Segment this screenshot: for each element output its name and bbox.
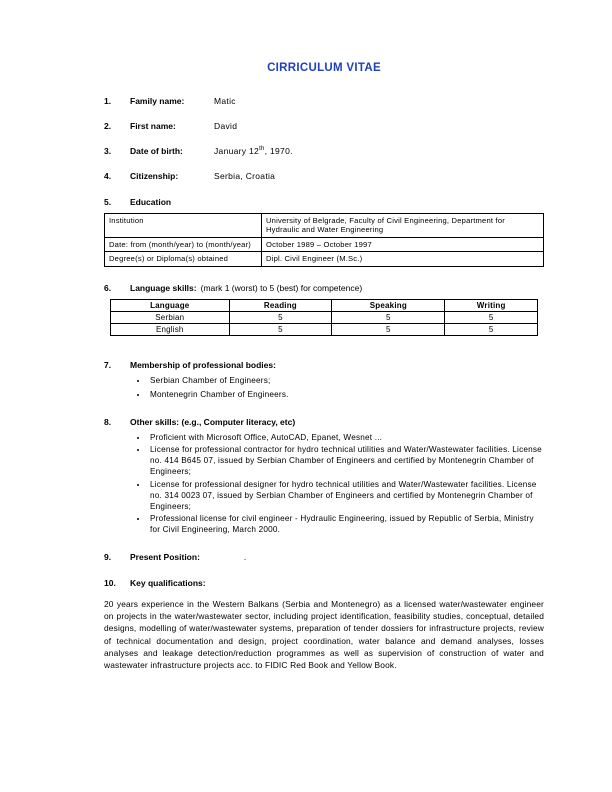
document-content <box>104 62 544 671</box>
section-present-position-heading <box>104 552 544 562</box>
field-citizenship <box>104 171 544 181</box>
field-number: 1. <box>104 96 112 106</box>
field-label: First name: <box>130 121 176 131</box>
table-row <box>111 311 538 323</box>
list-item: • License for professional contractor for hydro technical utilities and Water/Wastewater facilities. License no. 414 B645 07, issued by Serbian Chamber of Engineers and certified by Montenegrin Chamber of Engineers; <box>148 445 544 477</box>
education-row-value: October 1989 – October 1997 <box>262 237 544 251</box>
section-title: Education <box>130 197 172 207</box>
membership-list <box>104 376 544 401</box>
dob-day: January 12 <box>214 146 260 156</box>
field-label: Family name: <box>130 96 185 106</box>
education-table-wrapper <box>104 213 544 267</box>
field-first-name <box>104 121 544 131</box>
language-skills-table <box>110 299 538 336</box>
cell-speaking: 5 <box>332 311 445 323</box>
table-header-row <box>111 299 538 311</box>
list-item: • Serbian Chamber of Engineers; <box>148 376 544 387</box>
cell-reading: 5 <box>229 311 332 323</box>
table-row <box>105 237 544 251</box>
section-title: Other skills: (e.g., Computer literacy, etc) <box>130 416 296 427</box>
education-table <box>104 213 544 267</box>
section-key-qualifications-heading <box>104 578 544 588</box>
section-number: 6. <box>104 282 112 293</box>
section-number: 9. <box>104 552 112 563</box>
section-number: 10. <box>104 578 116 589</box>
section-title: Key qualifications: <box>130 578 206 589</box>
field-value: David <box>214 121 238 131</box>
table-row <box>111 323 538 335</box>
field-date-of-birth <box>104 146 544 156</box>
field-value: Serbia, Croatia <box>214 171 276 181</box>
cell-speaking: 5 <box>332 323 445 335</box>
key-qualifications-paragraph: 20 years experience in the Western Balkans (Serbia and Montenegro) as a licensed water/wastewater engineer on projects in the water/wastewater sector, including project identification, feasibility studies, conceptual, detailed designs, modelling of water/wastewater systems, preparation of tender dossiers for infrastructure projects, review of technical documentation and design, project coordination, water balance and demand analyses, losses analyses and leakage detection/reduction programmes as well as supervision of construction of water and wastewater infrastructure projects acc. to FIDIC Red Book and Yellow Book. <box>104 599 544 670</box>
section-other-skills-heading <box>104 417 544 427</box>
field-label: Date of birth: <box>130 146 183 156</box>
field-number: 4. <box>104 171 112 181</box>
table-row <box>105 252 544 266</box>
cell-language: Serbian <box>111 311 230 323</box>
education-row-label: Institution <box>105 214 262 238</box>
table-row <box>105 214 544 238</box>
section-note: (mark 1 (worst) to 5 (best) for competence) <box>200 282 363 293</box>
list-item: • License for professional designer for hydro technical utilities and Water/Wastewater facilities. License no. 314 0023 07, issued by Serbian Chamber of Engineers and certified by Montenegrin Chamber of Engineers; <box>148 480 544 512</box>
cell-writing: 5 <box>445 311 538 323</box>
other-skills-list <box>104 433 544 536</box>
section-title: Present Position: <box>130 552 200 563</box>
section-title: Language skills: <box>130 282 197 293</box>
field-family-name <box>104 96 544 106</box>
present-position-value: . <box>243 552 247 563</box>
section-number: 5. <box>104 197 112 207</box>
section-language-skills-heading <box>104 283 544 293</box>
section-number: 8. <box>104 416 112 427</box>
section-membership-heading <box>104 360 544 370</box>
field-value <box>214 146 544 156</box>
education-row-value: University of Belgrade, Faculty of Civil Engineering, Department for Hydraulic and Water Engineering <box>262 214 544 238</box>
list-item: • Proficient with Microsoft Office, AutoCAD, Epanet, Wesnet ... <box>148 433 544 444</box>
cell-reading: 5 <box>229 323 332 335</box>
cell-writing: 5 <box>445 323 538 335</box>
cell-language: English <box>111 323 230 335</box>
dob-ordinal: th <box>259 146 265 153</box>
education-row-label: Degree(s) or Diploma(s) obtained <box>105 252 262 266</box>
field-number: 2. <box>104 121 112 131</box>
list-item: • Montenegrin Chamber of Engineers. <box>148 390 544 401</box>
page-title: CIRRICULUM VITAE <box>267 62 381 74</box>
field-value: Matic <box>214 96 236 106</box>
section-education-heading <box>104 197 544 207</box>
column-header-writing: Writing <box>445 299 538 311</box>
section-title: Membership of professional bodies: <box>130 359 276 370</box>
section-number: 7. <box>104 359 112 370</box>
dob-year: , 1970. <box>264 146 293 156</box>
education-row-value: Dipl. Civil Engineer (M.Sc.) <box>262 252 544 266</box>
column-header-reading: Reading <box>229 299 332 311</box>
field-label: Citizenship: <box>130 171 179 181</box>
column-header-speaking: Speaking <box>332 299 445 311</box>
field-number: 3. <box>104 146 112 156</box>
list-item: • Professional license for civil engineer - Hydraulic Engineering, issued by Republic of Serbia, Ministry for Civil Engineering, March 2000. <box>148 514 544 536</box>
column-header-language: Language <box>111 299 230 311</box>
education-row-label: Date: from (month/year) to (month/year) <box>105 237 262 251</box>
